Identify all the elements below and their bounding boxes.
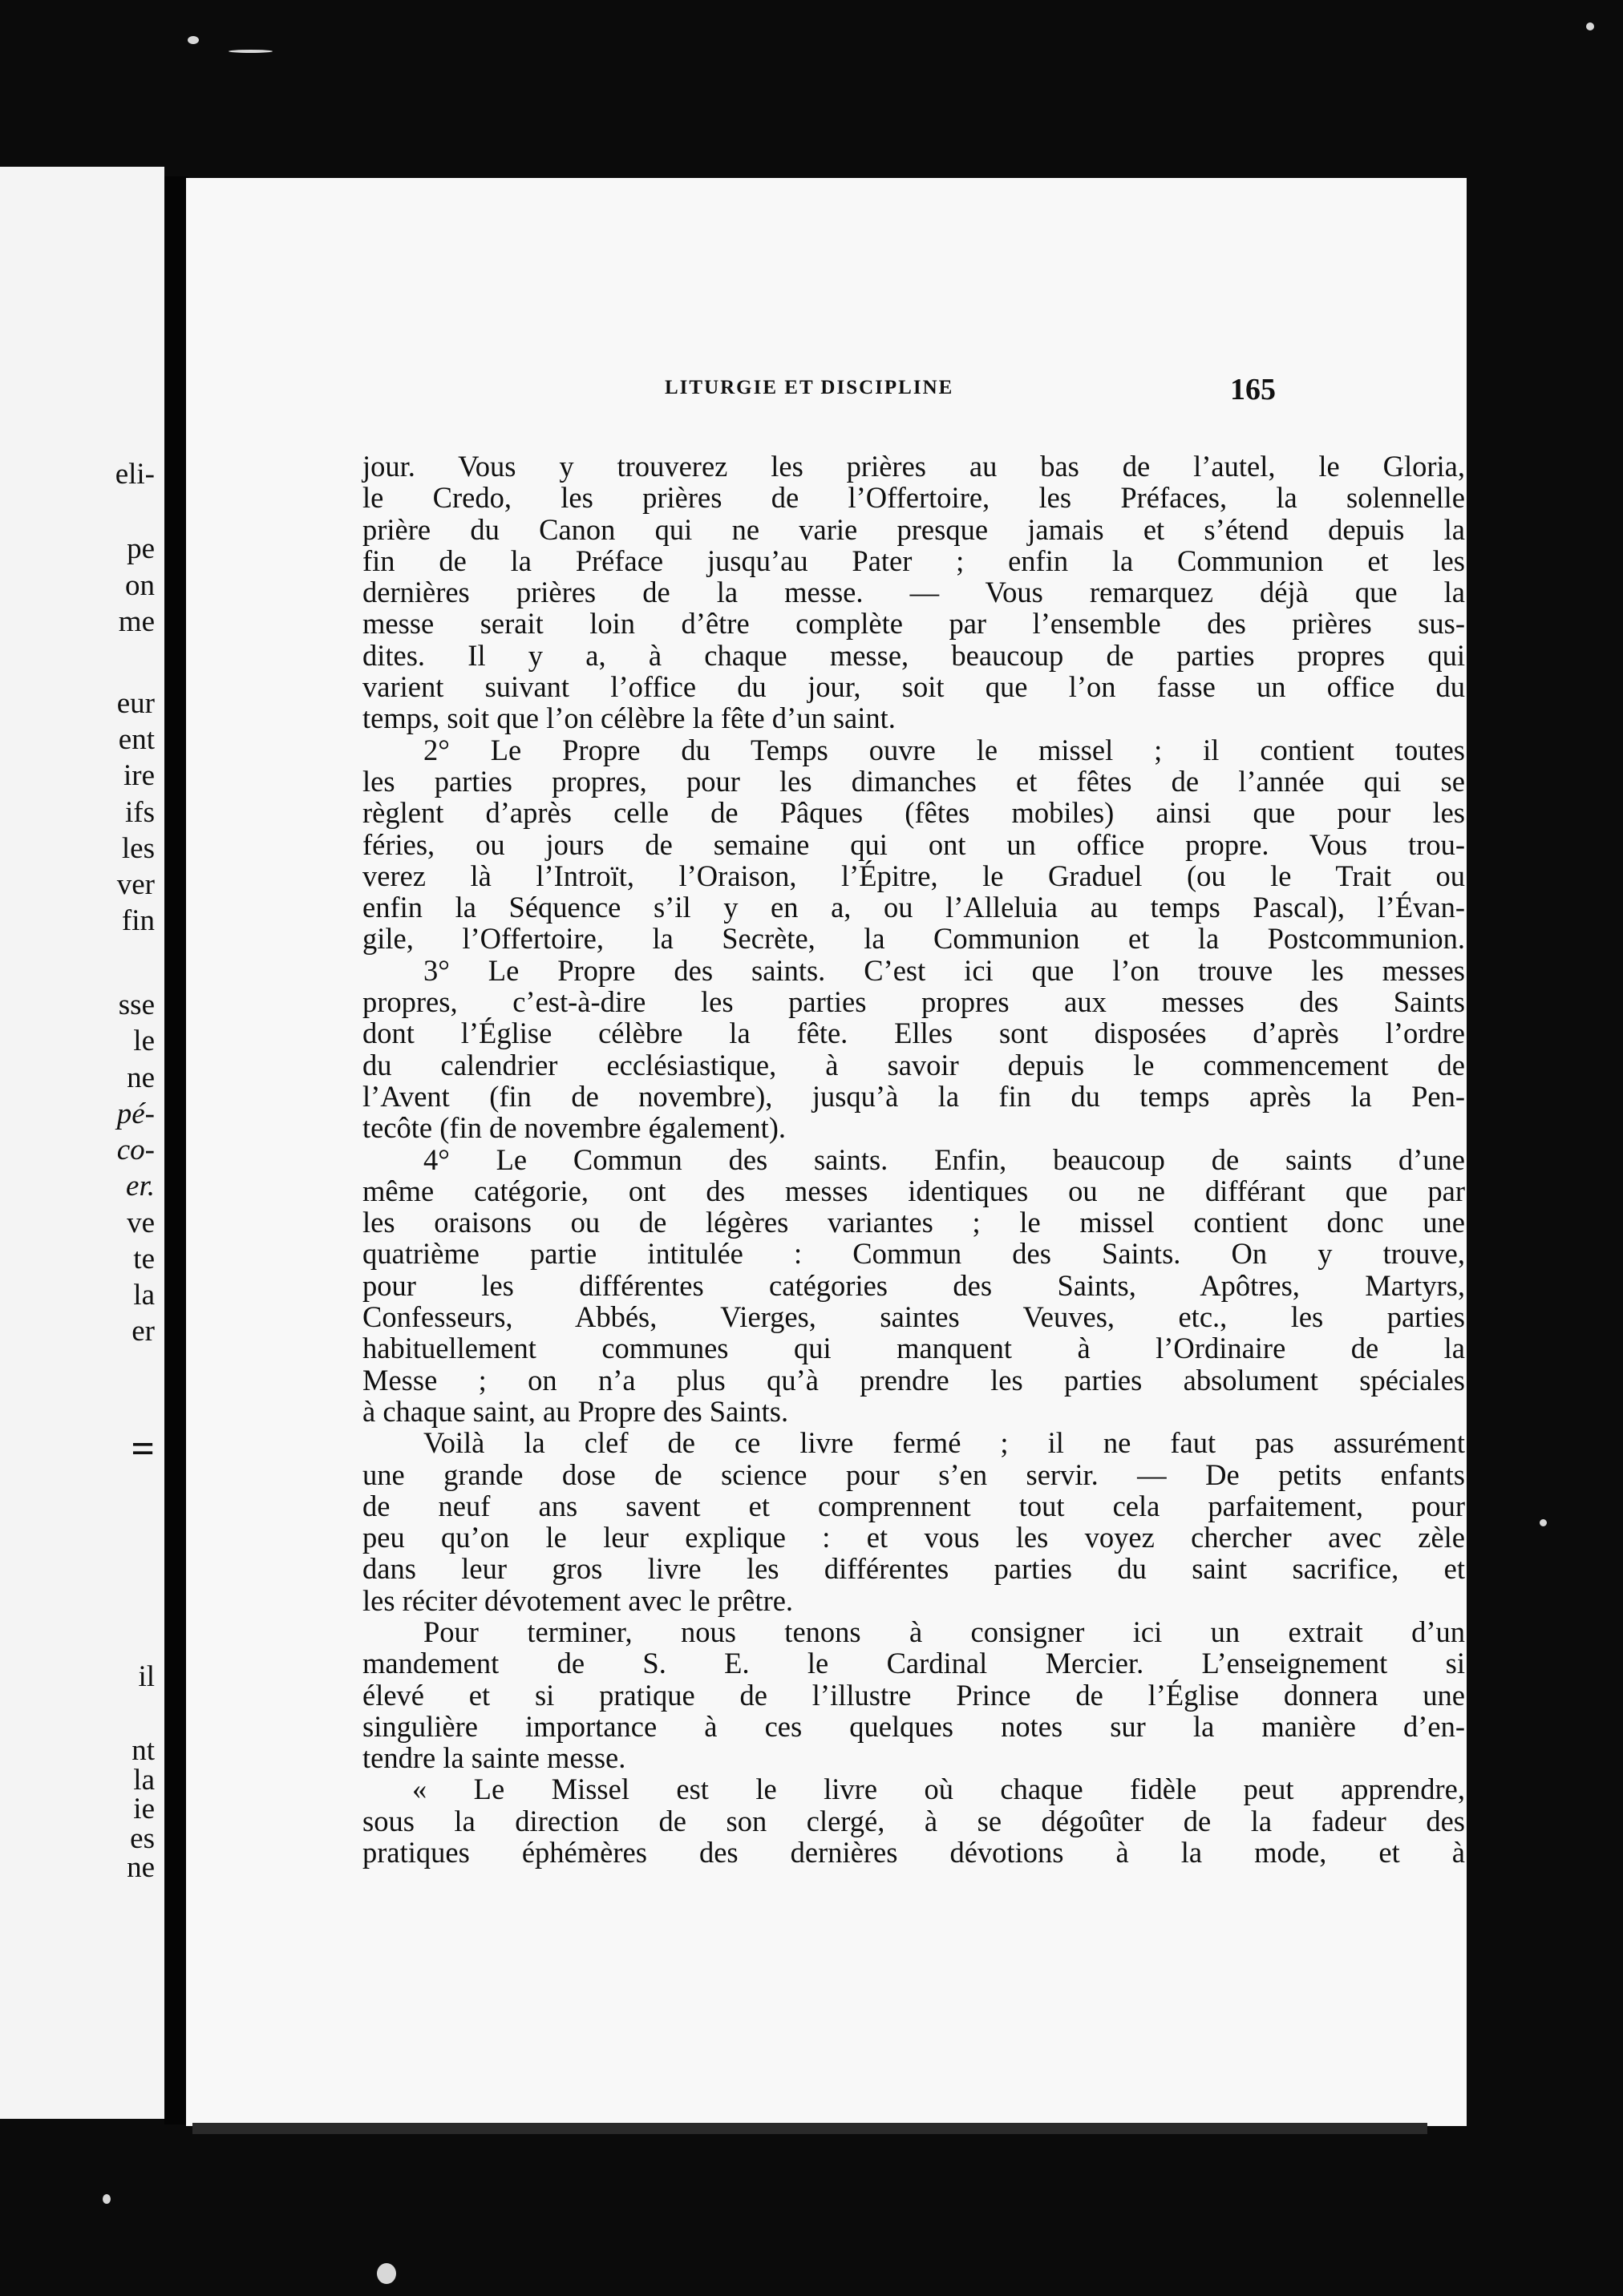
text-line: gile, l’Offertoire, la Secrète, la Communion et la Postcommunion.	[362, 922, 1465, 956]
text-line: même catégorie, ont des messes identiques ou ne différant que par	[362, 1174, 1465, 1207]
left-fragment: les	[121, 832, 155, 865]
text-line: dites. Il y a, à chaque messe, beaucoup de parties propres qui	[362, 638, 1465, 672]
page-header	[186, 373, 1467, 412]
text-line: 3° Le Propre des saints. C’est ici que l’on trouve les messes	[423, 953, 1465, 987]
dust-speck	[103, 2194, 111, 2204]
text-line: Pour terminer, nous tenons à consigner ici un extrait d’un	[423, 1615, 1465, 1648]
left-fragment: ifs	[125, 796, 155, 829]
running-head: LITURGIE ET DISCIPLINE	[665, 377, 954, 398]
left-fragment: er.	[126, 1170, 155, 1203]
text-line: prière du Canon qui ne varie presque jamais et s’étend depuis la	[362, 512, 1465, 546]
left-fragment: ire	[123, 759, 155, 792]
text-line: les réciter dévotement avec le prêtre.	[362, 1583, 794, 1617]
text-line: mandement de S. E. le Cardinal Mercier. L’enseignement si	[362, 1647, 1465, 1680]
text-line: habituellement communes qui manquent à l’Ordinaire de la	[362, 1332, 1465, 1365]
text-line: « Le Missel est le livre où chaque fidèle peut apprendre,	[412, 1773, 1465, 1806]
text-line: une grande dose de science pour s’en servir. — De petits enfants	[362, 1457, 1465, 1491]
text-line: enfin la Séquence s’il y en a, ou l’Alleluia au temps Pascal), l’Évan-	[362, 891, 1465, 924]
text-line: temps, soit que l’on célèbre la fête d’un saint.	[362, 701, 896, 735]
left-fragment: me	[118, 605, 155, 638]
text-line: du calendrier ecclésiastique, à savoir depuis le commencement de	[362, 1048, 1465, 1081]
text-line: de neuf ans savent et comprennent tout cela parfaitement, pour	[362, 1489, 1465, 1522]
text-line: tecôte (fin de novembre également).	[362, 1111, 786, 1145]
text-line: dans leur gros livre les différentes parties du saint sacrifice, et	[362, 1552, 1465, 1586]
text-line: dont l’Église célèbre la fête. Elles sont disposées d’après l’ordre	[362, 1017, 1465, 1050]
text-line: peu qu’on le leur explique : et vous les voyez chercher avec zèle	[362, 1521, 1465, 1554]
page-edge-shadow	[192, 2123, 1427, 2134]
body-text	[362, 451, 1465, 1868]
text-line: les oraisons ou de légères variantes ; le missel contient donc une	[362, 1206, 1465, 1239]
left-fragment: ne	[127, 1061, 155, 1094]
text-line: dernières prières de la messe. — Vous remarquez déjà que la	[362, 576, 1465, 609]
left-fragment: es	[130, 1822, 155, 1855]
text-line: Confesseurs, Abbés, Vierges, saintes Veuves, etc., les parties	[362, 1300, 1465, 1334]
left-fragment: =	[131, 1426, 155, 1472]
text-line: élevé et si pratique de l’illustre Prince de l’Église donnera une	[362, 1678, 1465, 1712]
left-page	[0, 167, 164, 2119]
left-fragment: ne	[127, 1851, 155, 1884]
dust-speck	[1540, 1519, 1547, 1526]
text-line: les parties propres, pour les dimanches et fêtes de l’année qui se	[362, 764, 1465, 798]
text-line: pratiques éphémères des dernières dévotions à la mode, et à	[362, 1836, 1465, 1870]
left-fragment: eli-	[115, 458, 155, 491]
page-number: 165	[1230, 373, 1276, 406]
text-line: 2° Le Propre du Temps ouvre le missel ; il contient toutes	[423, 733, 1465, 766]
text-line: 4° Le Commun des saints. Enfin, beaucoup de saints d’une	[423, 1142, 1465, 1176]
text-line: Messe ; on n’a plus qu’à prendre les parties absolument spéciales	[362, 1363, 1465, 1397]
text-line: fin de la Préface jusqu’au Pater ; enfin la Communion et les	[362, 544, 1465, 577]
left-fragment: co-	[116, 1134, 155, 1166]
text-line: jour. Vous y trouverez les prières au bas de l’autel, le Gloria,	[362, 450, 1465, 483]
text-line: tendre la sainte messe.	[362, 1741, 626, 1775]
left-fragment: ve	[127, 1207, 155, 1239]
dust-speck	[1586, 22, 1594, 30]
text-line: propres, c’est-à-dire les parties propres aux messes des Saints	[362, 985, 1465, 1019]
text-line: singulière importance à ces quelques notes sur la manière d’en-	[362, 1709, 1465, 1743]
left-fragment: nt	[132, 1734, 155, 1767]
text-line: à chaque saint, au Propre des Saints.	[362, 1394, 789, 1428]
text-line: quatrième partie intitulée : Commun des Saints. On y trouve,	[362, 1237, 1465, 1271]
left-fragment: eur	[116, 687, 155, 720]
text-line: l’Avent (fin de novembre), jusqu’à la fin du temps après la Pen-	[362, 1079, 1465, 1113]
dust-speck	[188, 36, 199, 44]
left-fragment: fin	[121, 904, 155, 937]
left-fragment: ent	[118, 723, 155, 756]
text-line: féries, ou jours de semaine qui ont un office propre. Vous trou-	[362, 827, 1465, 861]
text-line: sous la direction de son clergé, à se dégoûter de la fadeur des	[362, 1804, 1465, 1837]
text-line: Voilà la clef de ce livre fermé ; il ne faut pas assurément	[423, 1426, 1465, 1460]
dust-speck	[377, 2263, 396, 2284]
text-line: règlent d’après celle de Pâques (fêtes mobiles) ainsi que pour les	[362, 796, 1465, 830]
left-fragment: on	[125, 569, 155, 602]
left-fragment: er	[132, 1315, 155, 1348]
text-line: le Credo, les prières de l’Offertoire, les Préfaces, la solennelle	[362, 481, 1465, 515]
dust-speck	[229, 50, 273, 53]
left-fragment: le	[133, 1025, 155, 1057]
left-fragment: la	[133, 1279, 155, 1312]
left-fragment: sse	[118, 988, 155, 1021]
text-line: verez là l’Introït, l’Oraison, l’Épitre, le Graduel (ou le Trait ou	[362, 859, 1465, 892]
text-line: messe serait loin d’être complète par l’ensemble des prières sus-	[362, 607, 1465, 641]
left-fragment: te	[133, 1243, 155, 1275]
text-line: varient suivant l’office du jour, soit que l’on fasse un office du	[362, 670, 1465, 704]
left-fragment: la	[133, 1764, 155, 1797]
text-line: pour les différentes catégories des Saints, Apôtres, Martyrs,	[362, 1268, 1465, 1302]
left-fragment: pe	[127, 532, 155, 565]
left-fragment: ver	[116, 868, 155, 901]
left-fragment: il	[138, 1660, 155, 1693]
left-fragment: ie	[133, 1793, 155, 1825]
book-gutter	[164, 176, 188, 2124]
book-page	[186, 178, 1467, 2126]
left-fragment: pé-	[116, 1097, 155, 1130]
